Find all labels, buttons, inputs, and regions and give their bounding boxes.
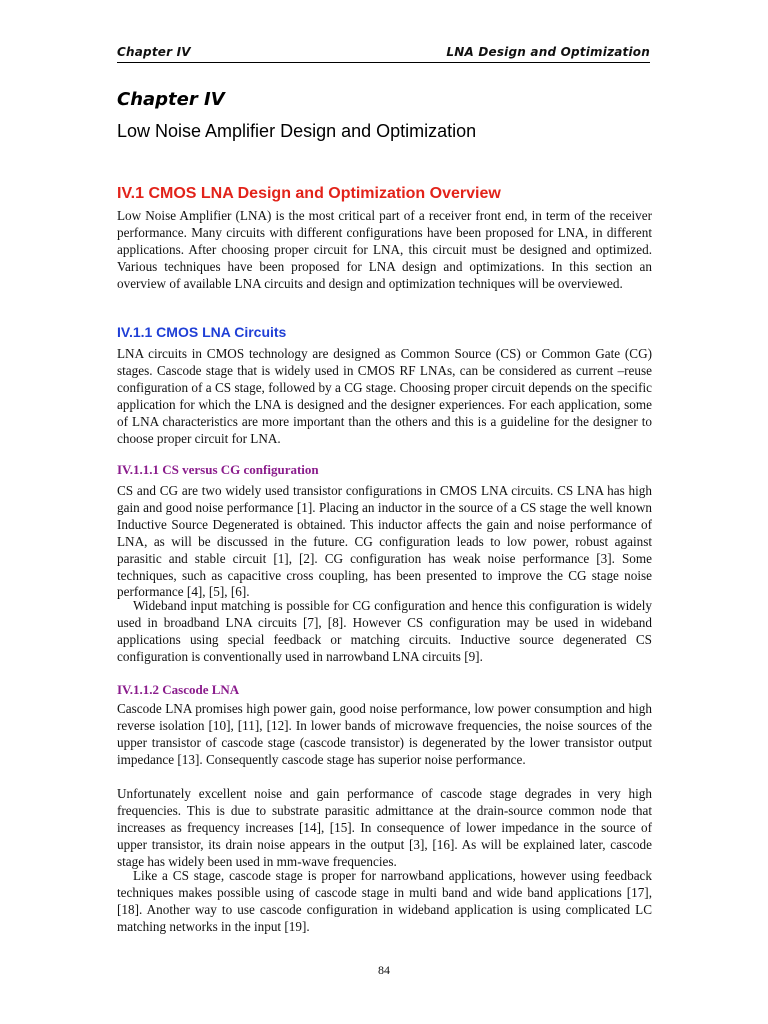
- cascode-paragraph-1: Cascode LNA promises high power gain, good noise performance, low power consumption and high reverse isolation [10], [11], [12]. In lower bands of microwave frequencies, the noise sources of the upper transistor of cascode stage (cascode transistor) is degenerated by the lower transistor output impedance [13]. Consequently cascode stage has superior noise performance.: [117, 701, 652, 767]
- circuits-paragraph: LNA circuits in CMOS technology are designed as Common Source (CS) or Common Gate (CG) stages. Cascode stage that is widely used in CMOS RF LNAs, can be considered as current –reuse configuration of a CS stage, followed by a CG stage. Choosing proper circuit depends on the specific application for which the LNA is designed and the designer experiences. For each application, some of LNA characteristics are more important than the others and this is a guideline for the designer to choose proper circuit for LNA.: [117, 346, 652, 446]
- header-chapter-label: Chapter IV: [117, 45, 191, 59]
- cs-cg-paragraph-2: Wideband input matching is possible for CG configuration and hence this configuration is widely used in broadband LNA circuits [7], [8]. However CS configuration may be used in wideband applications using special feedback or matching circuits. Inductive source degenerated CS configuration is conventionally used in narrowband LNA circuits [9].: [117, 598, 652, 664]
- subsubsection-heading-cs-cg: IV.1.1.1 CS versus CG configuration: [117, 462, 319, 477]
- header-topic-label: LNA Design and Optimization: [446, 45, 650, 59]
- page-number: 84: [378, 963, 390, 977]
- subsubsection-heading-cascode: IV.1.1.2 Cascode LNA: [117, 682, 240, 697]
- cs-cg-paragraph-1: CS and CG are two widely used transistor configurations in CMOS LNA circuits. CS LNA has high gain and good noise performance [1]. Placing an inductor in the source of a CS stage the well known Inductive Source Degenerated is obtained. This inductor affects the gain and noise performance of LNA, as will be discussed in the future. CG configuration leads to low power, robust against parasitic and stable circuit [1], [2]. CG configuration has weak noise performance [3]. Some techniques, such as capacitive cross coupling, has been presented to improve the CG stage noise performance [4], [5], [6].: [117, 483, 652, 600]
- chapter-title: Chapter IV: [117, 89, 225, 110]
- cascode-paragraph-2: Unfortunately excellent noise and gain performance of cascode stage degrades in very high frequencies. This is due to substrate parasitic admittance at the drain-source common node that increases as frequency increases [14], [15]. In consequence of lower impedance in the source of upper transistor, its drain noise appears in the output [3], [16]. As will be explained later, cascode stage has widely been used in mm-wave frequencies.: [117, 786, 652, 869]
- subsection-heading-circuits: IV.1.1 CMOS LNA Circuits: [117, 324, 287, 340]
- section-heading-overview: IV.1 CMOS LNA Design and Optimization Overview: [117, 185, 501, 202]
- running-header: [117, 45, 650, 59]
- overview-paragraph: Low Noise Amplifier (LNA) is the most critical part of a receiver front end, in term of the receiver performance. Many circuits with different configurations have been proposed for LNA, in different applications. After choosing proper circuit for LNA, this circuit must be designed and optimized. Various techniques have been proposed for LNA design and optimizations. In this section an overview of available LNA circuits and design and optimization techniques will be overviewed.: [117, 208, 652, 291]
- cascode-paragraph-3: Like a CS stage, cascode stage is proper for narrowband applications, however using feedback techniques makes possible using of cascode stage in multi band and wide band applications [17], [18]. Another way to use cascode configuration in wideband application is using complicated LC matching networks in the input [19].: [117, 868, 652, 934]
- chapter-subtitle: Low Noise Amplifier Design and Optimization: [117, 121, 477, 141]
- header-rule: [117, 62, 650, 63]
